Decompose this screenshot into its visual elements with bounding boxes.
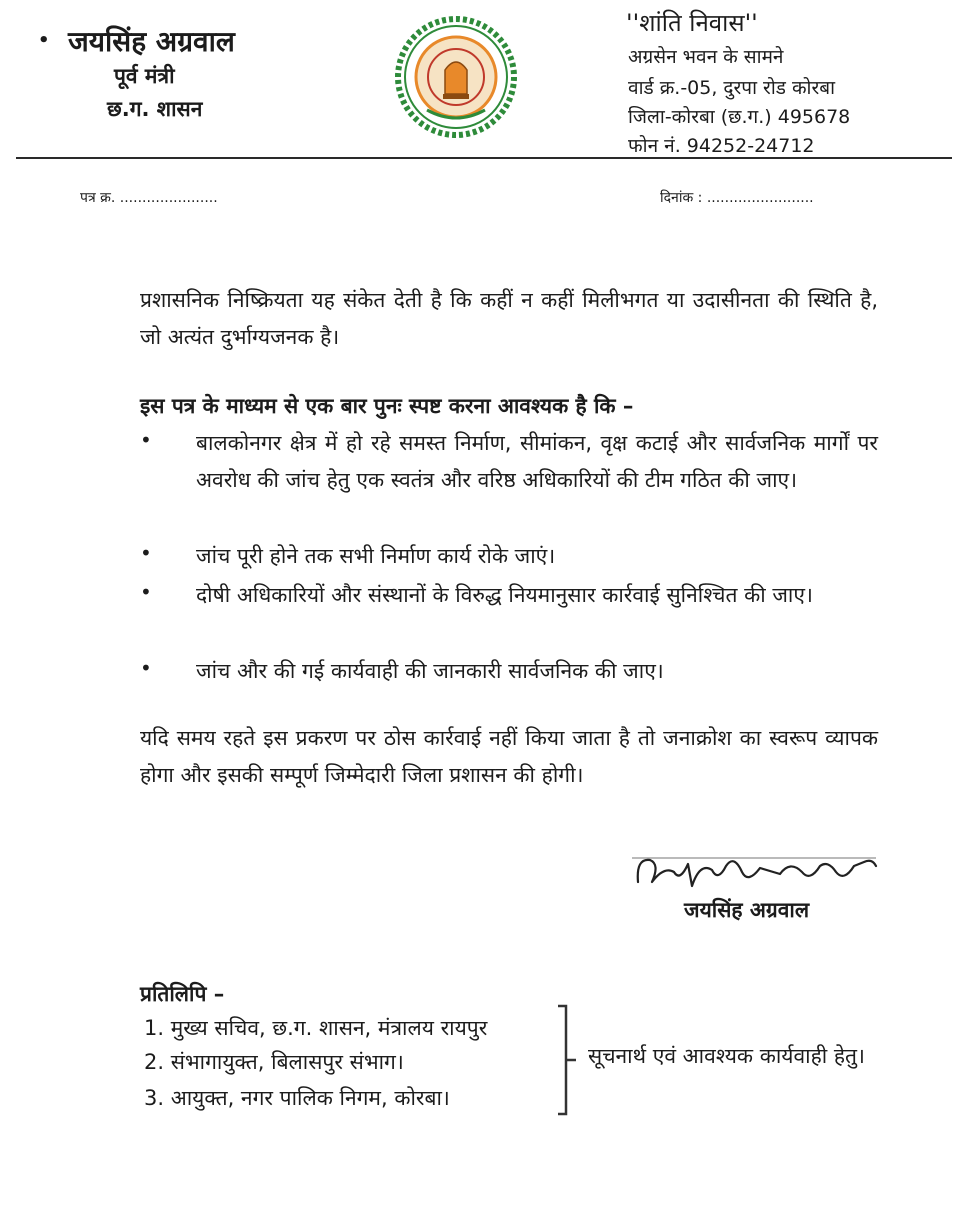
paragraph-2-heading: इस पत्र के माध्यम से एक बार पुनः स्पष्ट करना आवश्यक है कि – — [140, 394, 634, 418]
bullet-item: जांच पूरी होने तक सभी निर्माण कार्य रोके जाएं। — [196, 544, 556, 568]
copy-to-heading: प्रतिलिपि – — [140, 982, 225, 1006]
address-line: अग्रसेन भवन के सामने — [628, 46, 784, 68]
bullet-dot: • — [140, 541, 152, 565]
paragraph-1: प्रशासनिक निष्क्रियता यह संकेत देती है कि कहीं न कहीं मिलीभगत या उदासीनता की स्थिति है, जो अत्यंत दुर्भाग्यजनक है। — [140, 288, 878, 349]
copy-purpose-note: सूचनार्थ एवं आवश्यक कार्यवाही हेतु। — [588, 1044, 865, 1068]
bullet-item: दोषी अधिकारियों और संस्थानों के विरुद्ध नियमानुसार कार्रवाई सुनिश्चित की जाए। — [196, 583, 813, 607]
paragraph-3: यदि समय रहते इस प्रकरण पर ठोस कार्रवाई नहीं किया जाता है तो जनाक्रोश का स्वरूप व्यापक होगा और इसकी सम्पूर्ण जिम्मेदारी जिला प्रशासन की होगी। — [140, 726, 878, 787]
sender-designation: पूर्व मंत्री — [114, 64, 175, 88]
copy-recipient: 1. मुख्य सचिव, छ.ग. शासन, मंत्रालय रायपुर — [144, 1016, 488, 1040]
recipients-brace — [554, 1004, 584, 1120]
sender-name: जयसिंह अग्रवाल — [68, 25, 235, 58]
copy-recipient: 2. संभागायुक्त, बिलासपुर संभाग। — [144, 1050, 404, 1074]
bullet-dot: • — [140, 656, 152, 680]
letter-date: दिनांक : ........................ — [660, 190, 814, 206]
decorative-dot: • — [38, 30, 50, 51]
address-line: जिला-कोरबा (छ.ग.) 495678 — [628, 106, 851, 128]
address-line: वार्ड क्र.-05, दुरपा रोड कोरबा — [628, 77, 835, 99]
sender-government: छ.ग. शासन — [107, 97, 203, 121]
phone-line: फोन नं. 94252-24712 — [628, 135, 815, 157]
bullet-item: बालकोनगर क्षेत्र में हो रहे समस्त निर्माण, सीमांकन, वृक्ष कटाई और सार्वजनिक मार्गों पर अवरोध की जांच हेतु एक स्वतंत्र और वरिष्ठ अधिकारियों की टीम गठित की जाए। — [196, 431, 878, 492]
bullet-dot: • — [140, 580, 152, 604]
handwritten-signature — [630, 842, 886, 902]
copy-recipient: 3. आयुक्त, नगर पालिक निगम, कोरबा। — [144, 1086, 450, 1110]
signatory-name: जयसिंह अग्रवाल — [684, 898, 810, 922]
header-divider — [16, 157, 952, 159]
residence-title: ''शांति निवास'' — [626, 9, 758, 37]
bullet-dot: • — [140, 428, 152, 452]
chhattisgarh-govt-seal — [393, 14, 519, 140]
letter-number: पत्र क्र. ...................... — [80, 190, 218, 206]
bullet-item: जांच और की गई कार्यवाही की जानकारी सार्वजनिक की जाए। — [196, 659, 664, 683]
